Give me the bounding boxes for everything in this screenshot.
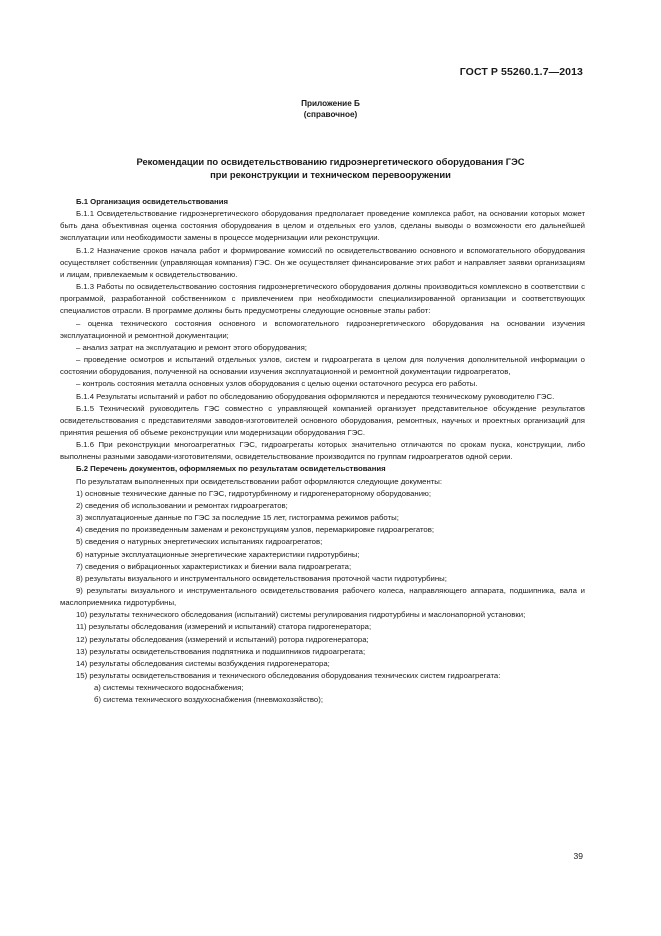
list-item: 15) результаты освидетельствования и технического обследования оборудования технических систем гидроагрегата: xyxy=(76,671,501,681)
paragraph: Б.1.4 Результаты испытаний и работ по обследованию оборудования оформляются и передаются техническому руководителю ГЭС. xyxy=(76,391,555,401)
paragraph: Б.1.2 Назначение сроков начала работ и формирование комиссий по освидетельствованию основного и вспомогательного оборудования осуществляет собственник (управляющая компания) ГЭС. Он же осуществляет финансирование этих работ и направляет заявки организациям и лицам, привлекаемым к освидетельствованию. xyxy=(60,245,585,279)
list-item: 12) результаты обследования (измерений и испытаний) ротора гидрогенератора; xyxy=(76,634,369,644)
paragraph: Б.1.1 Освидетельствование гидроэнергетического оборудования предполагает проведение комплекса работ, на основании которых может быть дана объективная оценка состояния оборудования в целом и отдельных его узлов, сделаны выводы о возможности его дальнейшей эксплуатации или необходимости замены в процессе модернизации или реконструкции. xyxy=(60,209,585,243)
list-item: 2) сведения об использовании и ремонтах гидроагрегатов; xyxy=(76,500,288,510)
title-line-2: при реконструкции и техническом перевооружении xyxy=(210,169,451,180)
list-item: 1) основные технические данные по ГЭС, гидротурбинному и гидрогенераторному оборудованию; xyxy=(76,488,431,498)
list-item: 11) результаты обследования (измерений и испытаний) статора гидрогенератора; xyxy=(76,622,372,632)
list-item: 9) результаты визуального и инструментального освидетельствования рабочего колеса, направляющего аппарата, подшипника, вала и маслоприемника гидротурбины, xyxy=(60,586,585,608)
list-item: 7) сведения о вибрационных характеристиках и биении вала гидроагрегата; xyxy=(76,561,352,571)
list-item: 6) натурные эксплуатационные энергетические характеристики гидротурбины; xyxy=(76,549,360,559)
list-item: 4) сведения по произведенным заменам и реконструкциям узлов, перемаркировке гидроагрегатов; xyxy=(76,525,435,535)
list-item: 3) эксплуатационные данные по ГЭС за последние 15 лет, гистограмма режимов работы; xyxy=(76,513,399,523)
page-number: 39 xyxy=(573,851,583,861)
dash-item: – оценка технического состояния основного и вспомогательного гидроэнергетического оборудования на основании изучения эксплуатационной и ремонтной документации; xyxy=(60,318,585,340)
dash-item: – контроль состояния металла основных узлов оборудования с целью оценки остаточного ресурса его работы. xyxy=(76,379,478,389)
list-item: 14) результаты обследования системы возбуждения гидрогенератора; xyxy=(76,658,330,668)
dash-item: – проведение осмотров и испытаний отдельных узлов, систем и гидроагрегата в целом для получения дополнительной информации о состоянии оборудования, полученной на основании изучения эксплуатационной и ремонтной документации гидроагрегатов, xyxy=(60,355,585,377)
sub-list-item: б) система технического воздухоснабжения (пневмохозяйство); xyxy=(94,695,323,705)
appendix-title: Приложение Б xyxy=(301,99,360,108)
paragraph: Б.1.5 Технический руководитель ГЭС совместно с управляющей компанией организует представительное обсуждение результатов освидетельствования с представителями заводов-изготовителей основного оборудования, ремонтных, научных и проектных организаций для принятия решения об объеме реконструкции или модернизации оборудования ГЭС. xyxy=(60,403,585,437)
list-item: 8) результаты визуального и инструментального освидетельствования проточной части гидротурбины; xyxy=(76,573,447,583)
list-item: 13) результаты освидетельствования подпятника и подшипников гидроагрегата; xyxy=(76,646,366,656)
sub-list-item: а) системы технического водоснабжения; xyxy=(94,683,244,693)
body-text xyxy=(60,196,585,707)
section-heading: Б.2 Перечень документов, оформляемых по результатам освидетельствования xyxy=(76,464,386,474)
paragraph: Б.1.6 При реконструкции многоагрегатных ГЭС, гидроагрегаты которых значительно отличаются по срокам пуска, конструкции, либо выполнены разными заводами-изготовителями, освидетельствование производится по группам гидроагрегатов одной серии. xyxy=(60,440,585,462)
paragraph: По результатам выполненных при освидетельствовании работ оформляются следующие документы: xyxy=(76,476,443,486)
list-item: 5) сведения о натурных энергетических испытаниях гидроагрегатов; xyxy=(76,537,323,547)
list-item: 10) результаты технического обследования (испытаний) системы регулирования гидротурбины и маслонапорной установки; xyxy=(76,610,526,620)
document-code: ГОСТ Р 55260.1.7—2013 xyxy=(459,66,583,78)
section-heading: Б.1 Организация освидетельствования xyxy=(76,197,229,206)
title-line-1: Рекомендации по освидетельствованию гидроэнергетического оборудования ГЭС xyxy=(136,156,525,167)
appendix-heading xyxy=(0,98,661,120)
dash-item: – анализ затрат на эксплуатацию и ремонт этого оборудования; xyxy=(76,342,307,352)
paragraph: Б.1.3 Работы по освидетельствованию состояния гидроэнергетического оборудования должны производиться комплексно в соответствии с программой, разработанной собственником с привлечением при необходимости специализированной организации и соответствующих специалистов отрасли. В программе должны быть предусмотрены следующие основные этапы работ: xyxy=(60,282,585,316)
document-title xyxy=(60,155,601,181)
appendix-note: (справочное) xyxy=(303,110,358,119)
